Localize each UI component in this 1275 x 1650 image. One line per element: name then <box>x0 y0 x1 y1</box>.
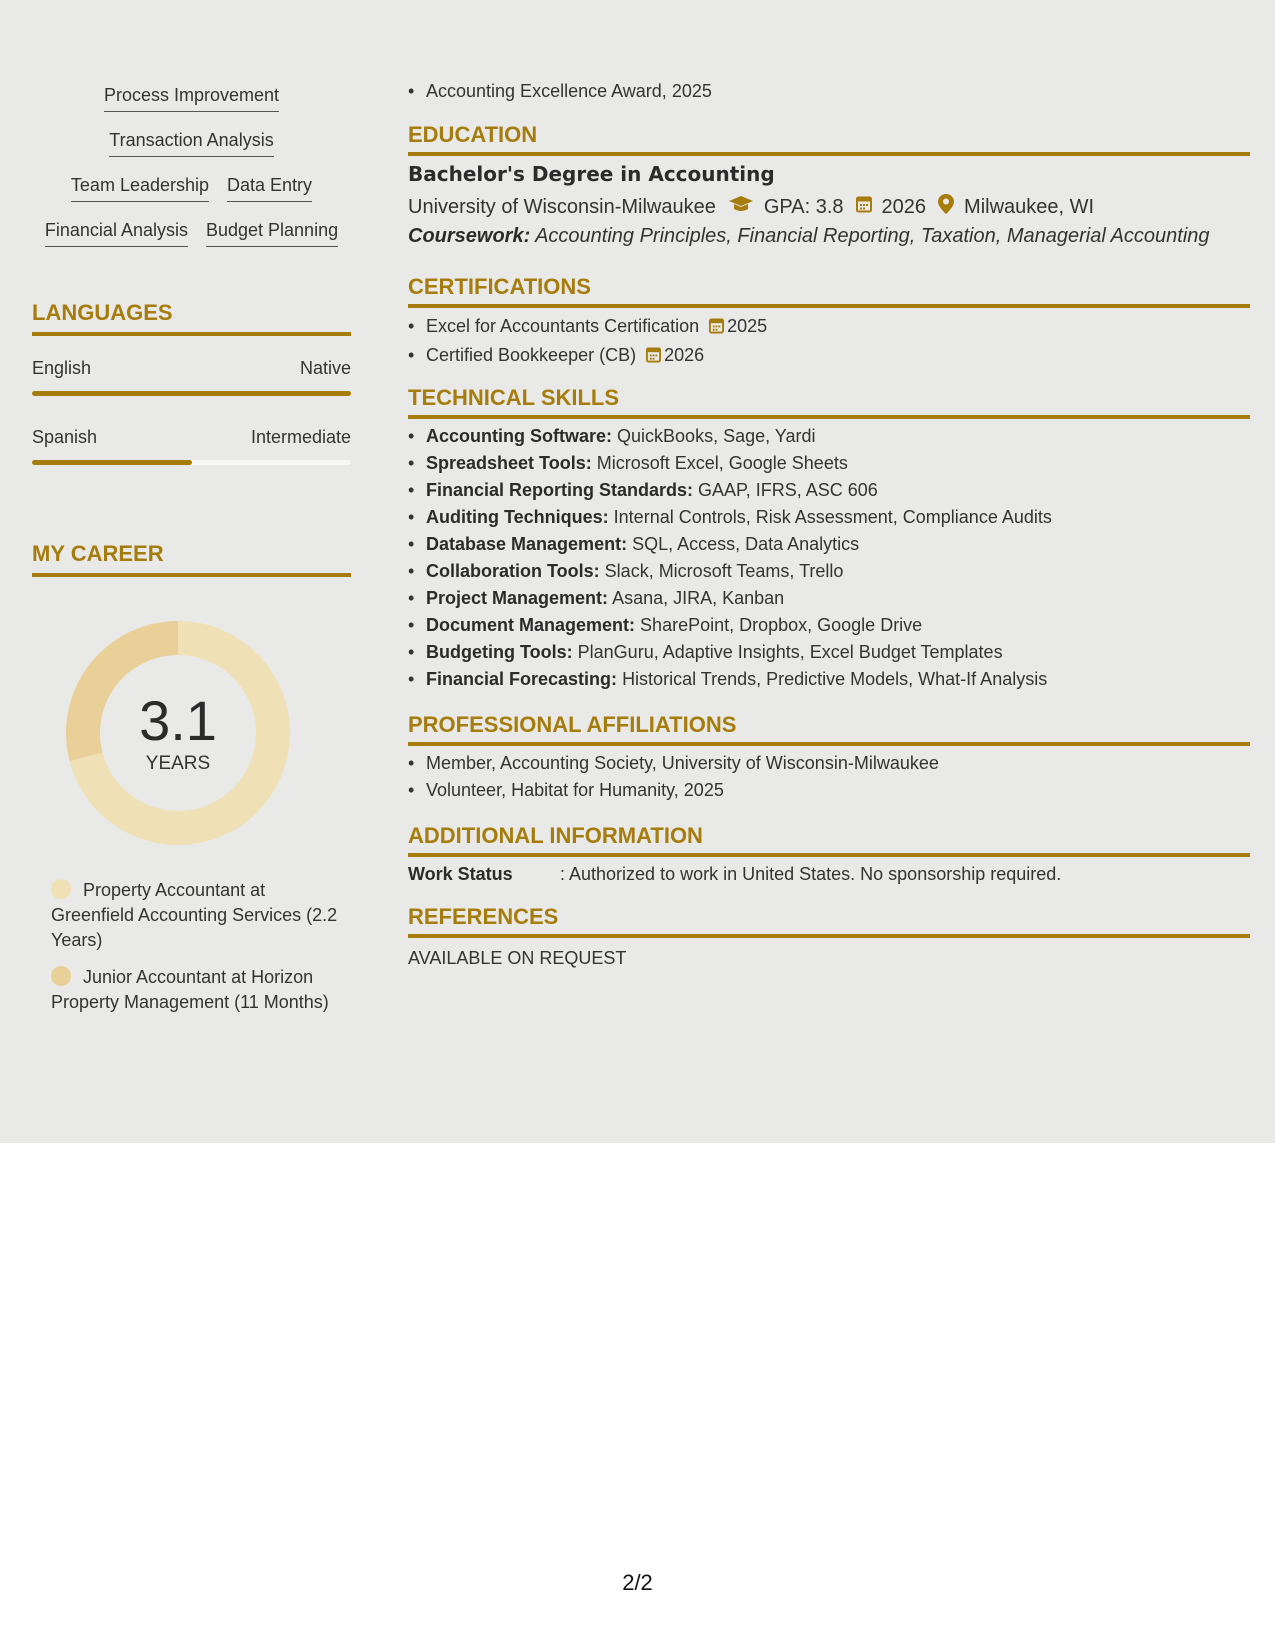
technical-skill-label: Document Management: <box>426 615 636 635</box>
work-status-value: : Authorized to work in United States. No sponsorship required. <box>560 864 1062 884</box>
skill-chip: Budget Planning <box>206 219 338 247</box>
technical-skill-value: GAAP, IFRS, ASC 606 <box>698 480 878 500</box>
technical-skill-label: Accounting Software: <box>426 426 613 446</box>
technical-skill-value: QuickBooks, Sage, Yardi <box>617 426 816 446</box>
career-donut-center <box>66 621 290 845</box>
technical-skill-item <box>426 666 1052 693</box>
technical-skill-value: Internal Controls, Risk Assessment, Compliance Audits <box>613 507 1052 527</box>
technical-skill-label: Project Management: <box>426 588 609 608</box>
awards-list <box>426 78 712 105</box>
certifications-list <box>426 313 767 371</box>
technical-skill-value: Historical Trends, Predictive Models, What-If Analysis <box>622 669 1048 689</box>
calendar-icon <box>709 315 724 342</box>
technical-skill-label: Budgeting Tools: <box>426 642 573 662</box>
career-legend-item <box>51 878 341 953</box>
additional-info-heading: ADDITIONAL INFORMATION <box>408 823 1250 857</box>
location-pin-icon <box>938 194 954 220</box>
technical-skill-value: SharePoint, Dropbox, Google Drive <box>640 615 923 635</box>
technical-skill-item <box>426 531 1052 558</box>
certification-item <box>426 313 767 342</box>
language-level: Native <box>299 358 351 378</box>
language-name: English <box>32 358 92 378</box>
certification-year: 2026 <box>664 345 705 365</box>
language-bar <box>32 460 351 465</box>
coursework <box>408 225 1210 248</box>
language-name: Spanish <box>32 427 98 447</box>
technical-skill-item <box>426 558 1052 585</box>
technical-skill-value: Slack, Microsoft Teams, Trello <box>604 561 844 581</box>
affiliations-list <box>426 750 939 804</box>
graduation-year: 2026 <box>881 195 927 218</box>
technical-skill-value: SQL, Access, Data Analytics <box>632 534 860 554</box>
technical-skill-item <box>426 639 1052 666</box>
technical-skills-list <box>426 423 1052 693</box>
technical-skill-label: Database Management: <box>426 534 628 554</box>
career-legend-label: Junior Accountant at Horizon Property Management (11 Months) <box>51 967 329 1012</box>
skills-chips <box>32 84 351 264</box>
references-text: AVAILABLE ON REQUEST <box>408 948 627 968</box>
technical-skill-value: PlanGuru, Adaptive Insights, Excel Budget Templates <box>577 642 1003 662</box>
technical-skill-label: Auditing Techniques: <box>426 507 609 527</box>
school-location: Milwaukee, WI <box>964 195 1095 218</box>
skill-chip: Team Leadership <box>71 174 209 202</box>
certification-name: Certified Bookkeeper (CB) <box>426 345 637 365</box>
career-legend <box>51 878 341 1027</box>
degree-title: Bachelor's Degree in Accounting <box>408 162 775 186</box>
technical-skill-item <box>426 477 1052 504</box>
education-details <box>408 194 1094 220</box>
technical-skill-label: Financial Forecasting: <box>426 669 618 689</box>
technical-skill-item <box>426 612 1052 639</box>
certifications-heading: CERTIFICATIONS <box>408 274 1250 308</box>
gpa: GPA: 3.8 <box>763 195 844 218</box>
calendar-icon <box>646 344 661 371</box>
career-years-total: 3.1 <box>139 689 217 752</box>
legend-dot-icon <box>51 966 71 986</box>
language-english <box>32 358 351 396</box>
school-name: University of Wisconsin-Milwaukee <box>408 195 716 218</box>
language-bar-fill <box>32 391 351 396</box>
certification-year: 2025 <box>727 316 768 336</box>
technical-skill-item <box>426 504 1052 531</box>
education-heading: EDUCATION <box>408 122 1250 156</box>
work-status-label: Work Status <box>408 864 513 884</box>
certification-item <box>426 342 767 371</box>
affiliation-item: • Volunteer, Habitat for Humanity, 2025 <box>426 777 939 804</box>
coursework-list: Accounting Principles, Financial Reporting, Taxation, Managerial Accounting <box>535 225 1210 247</box>
language-level: Intermediate <box>250 427 351 447</box>
technical-skill-label: Spreadsheet Tools: <box>426 453 592 473</box>
chip-row <box>32 174 351 219</box>
technical-skill-label: Financial Reporting Standards: <box>426 480 694 500</box>
graduation-cap-icon <box>728 195 754 219</box>
language-bar-fill <box>32 460 192 465</box>
language-bar <box>32 391 351 396</box>
technical-skill-item <box>426 423 1052 450</box>
career-heading: MY CAREER <box>32 541 351 577</box>
chip-row <box>32 219 351 264</box>
chip-row <box>32 129 351 174</box>
affiliation-item: • Member, Accounting Society, University of Wisconsin-Milwaukee <box>426 750 939 777</box>
work-status <box>408 864 1061 885</box>
references-heading: REFERENCES <box>408 904 1250 938</box>
skill-chip: Data Entry <box>227 174 312 202</box>
languages-heading: LANGUAGES <box>32 300 351 336</box>
skill-chip: Transaction Analysis <box>109 129 273 157</box>
calendar-icon <box>856 195 872 219</box>
affiliations-heading: PROFESSIONAL AFFILIATIONS <box>408 712 1250 746</box>
award-item: • Accounting Excellence Award, 2025 <box>426 78 712 105</box>
technical-skill-value: Microsoft Excel, Google Sheets <box>596 453 848 473</box>
career-legend-label: Property Accountant at Greenfield Accounting Services (2.2 Years) <box>51 880 338 950</box>
technical-skill-item <box>426 585 1052 612</box>
technical-skill-value: Asana, JIRA, Kanban <box>612 588 785 608</box>
career-years-unit: YEARS <box>145 753 211 774</box>
legend-dot-icon <box>51 879 71 899</box>
technical-skill-item <box>426 450 1052 477</box>
language-spanish <box>32 427 351 465</box>
coursework-label: Coursework: <box>408 225 531 247</box>
skill-chip: Process Improvement <box>104 84 279 112</box>
chip-row <box>32 84 351 129</box>
technical-skills-heading: TECHNICAL SKILLS <box>408 385 1250 419</box>
page-number: 2/2 <box>622 1570 653 1595</box>
career-legend-item <box>51 965 341 1015</box>
certification-name: Excel for Accountants Certification <box>426 316 700 336</box>
technical-skill-label: Collaboration Tools: <box>426 561 600 581</box>
skill-chip: Financial Analysis <box>45 219 188 247</box>
